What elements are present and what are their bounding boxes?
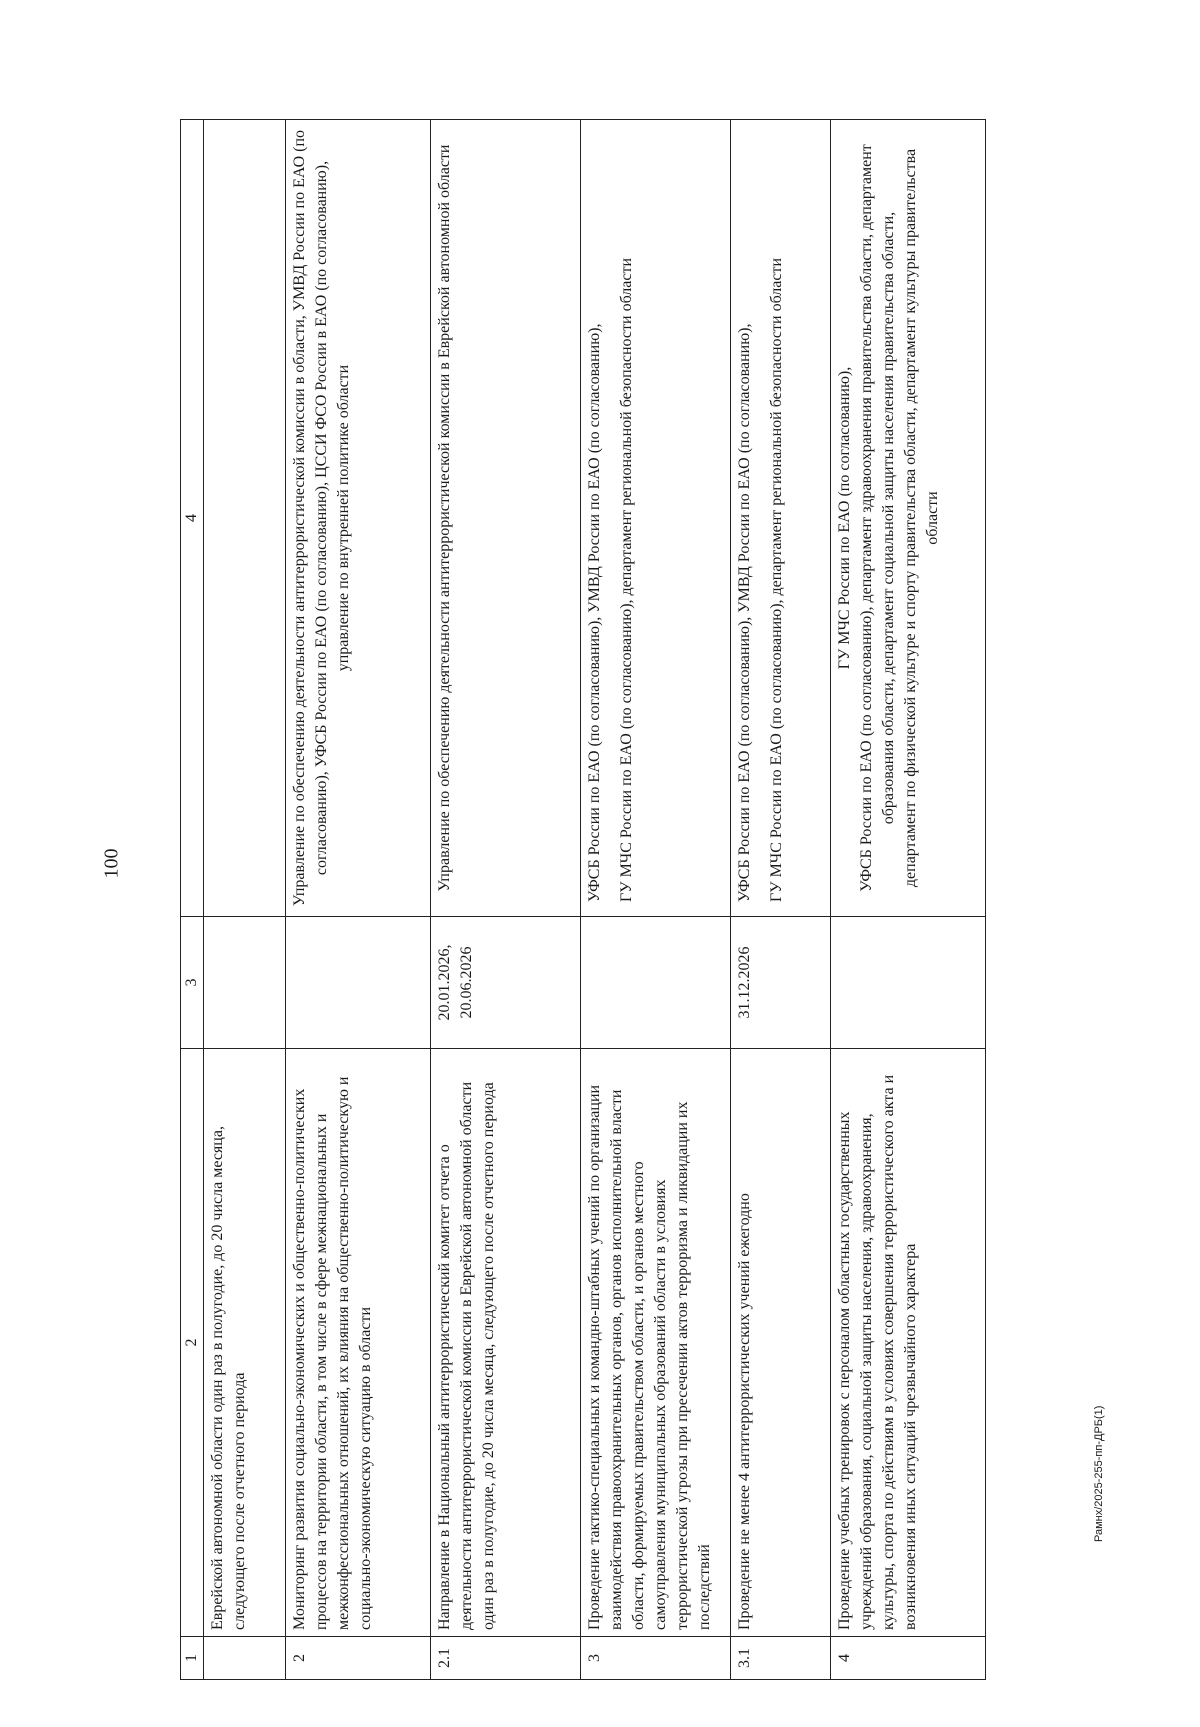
executor-text: департамент по физической культуре и спорту правительства области, департамент культуры правительства области (902, 148, 941, 888)
page-number: 100 (100, 848, 123, 879)
table-row (831, 120, 986, 1680)
row-deadline (204, 917, 286, 1049)
executor-text: УФСБ России по ЕАО (по согласованию), департамент здравоохранения правительства области, департамент образования области, департамент социальной защиты населения правительства области, (858, 144, 897, 892)
row-number: 4 (831, 1637, 986, 1680)
row-action: Проведение тактико-специальных и командно-штабных учений по организации взаимодействия правоохранительных органов, органов исполнительной власти области, формируемых правительством области, и органов местного самоуправления муниципальных образований области в условиях террористической угрозы при пресечении актов терроризма и ликвидации их последствий (581, 1049, 731, 1637)
executor-text: ГУ МЧС России по ЕАО (по согласованию), департамент региональной безопасности области (618, 257, 635, 902)
row-number: 2 (286, 1637, 431, 1680)
document-code: Рамнх/2025-255-пп-ДРБ(1) (1093, 1405, 1105, 1542)
executor-text: ГУ МЧС России по ЕАО (по согласованию), департамент региональной безопасности области (768, 257, 785, 902)
row-deadline (831, 917, 986, 1049)
row-deadline (286, 917, 431, 1049)
row-action: Еврейской автономной области один раз в полугодие, до 20 числа месяца, следующего после отчетного периода (204, 1049, 286, 1637)
row-executors (731, 120, 831, 917)
column-header: 2 (181, 1049, 204, 1637)
row-number: 3 (581, 1637, 731, 1680)
row-action: Направление в Национальный антитеррористический комитет отчета о деятельности антитеррористической комиссии в Еврейской автономной области один раз в полугодие, до 20 числа месяца, следующего после отчетного периода (431, 1049, 581, 1637)
row-executors (204, 120, 286, 917)
executor-text: УФСБ России по ЕАО (по согласованию), УМВД России по ЕАО (по согласованию), (586, 323, 603, 902)
executor-text: Управление по обеспечению деятельности антитеррористической комиссии в области, УМВД России по ЕАО (по согласованию), УФСБ России по ЕАО (по согласованию), ЦССИ ФСО России в ЕАО (по согласованию), управление по внутренней политике области (291, 129, 352, 907)
executor-text: Управление по обеспечению деятельности антитеррористической комиссии в Еврейской автономной области (436, 144, 453, 892)
table-row (731, 120, 831, 1680)
row-executors (831, 120, 986, 917)
table-row (581, 120, 731, 1680)
rotated-page-content (180, 120, 1065, 1680)
column-header: 1 (181, 1637, 204, 1680)
table-row (204, 120, 286, 1680)
executor-text: ГУ МЧС России по ЕАО (по согласованию), (836, 366, 853, 670)
row-action: Проведение учебных тренировок с персоналом областных государственных учреждений образования, социальной защиты населения, здравоохранения, культуры, спорта по действиям в условиях совершения террористического акта и возникновения иных ситуаций чрезвычайного характера (831, 1049, 986, 1637)
row-number: 2.1 (431, 1637, 581, 1680)
row-executors (431, 120, 581, 917)
table-row (286, 120, 431, 1680)
executor-text: УФСБ России по ЕАО (по согласованию), УМВД России по ЕАО (по согласованию), (736, 323, 753, 902)
column-header: 4 (181, 120, 204, 917)
row-executors (286, 120, 431, 917)
row-deadline: 20.01.2026, 20.06.2026 (431, 917, 581, 1049)
row-executors (581, 120, 731, 917)
measures-table (180, 119, 986, 1680)
row-deadline: 31.12.2026 (731, 917, 831, 1049)
table-row (431, 120, 581, 1680)
table-header-row (181, 120, 204, 1680)
column-header: 3 (181, 917, 204, 1049)
row-deadline (581, 917, 731, 1049)
row-action: Мониторинг развития социально-экономических и общественно-политических процессов на территории области, в том числе в сфере межнациональных и межконфессиональных отношений, их влияния на общественно-политическую и социально-экономическую ситуацию в области (286, 1049, 431, 1637)
row-action: Проведение не менее 4 антитеррористических учений ежегодно (731, 1049, 831, 1637)
row-number: 3.1 (731, 1637, 831, 1680)
row-number (204, 1637, 286, 1680)
